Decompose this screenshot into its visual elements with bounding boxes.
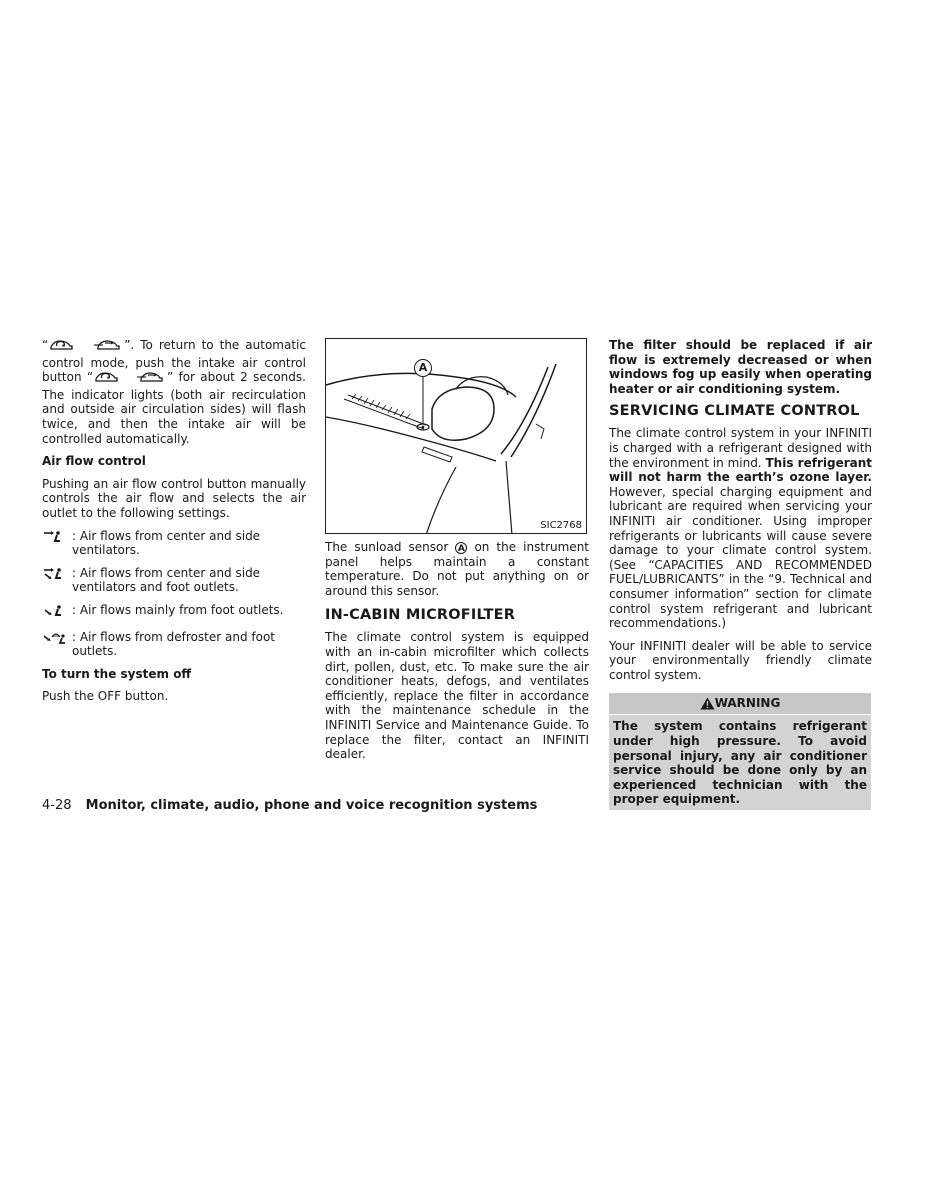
page-number: 4-28 <box>42 798 72 813</box>
intake-paragraph: “ ”. To return to the automatic control mode, push the intake air control button “ ” for about 2 seconds. The indicator lights (both air recirculation and outside air circulation sides) will flash twice, and then the intake air will be controlled automatically. <box>42 338 306 446</box>
callout-label: A <box>414 359 432 377</box>
figure-id: SIC2768 <box>540 520 582 531</box>
vent-face-icon <box>42 529 72 548</box>
column-2 <box>325 338 589 762</box>
microfilter-paragraph: The climate control system is equipped with an in-cabin microfilter which collects dirt, pollen, dust, etc. To make sure the air conditioner heats, defogs, and ventilates efficiently, replace the filter in accordance with the maintenance schedule in the INFINITI Service and Maintenance Guide. To replace the filter, contact an INFINITI dealer. <box>325 630 589 762</box>
outside-air-icon <box>94 338 124 356</box>
airflow-item: : Air flows from center and side ventilators and foot outlets. <box>42 566 306 595</box>
sunload-sensor-figure <box>325 338 587 534</box>
airflow-list <box>42 529 306 659</box>
warning-triangle-icon <box>700 696 715 717</box>
callout-label: A <box>455 542 467 554</box>
servicing-paragraph: The climate control system in your INFINITI is charged with a refrigerant designed with the environment in mind. This refrigerant will not harm the earth’s ozone layer. However, special charging equipment and lubricant are required when servicing your INFINITI air conditioner. Using improper refrigerants or lubricants will cause severe damage to your climate control system. (See “CAPACITIES AND RECOMMENDED FUEL/LUBRICANTS” in the “9. Technical and consumer information” section for climate control system refrigerant and lubricant recommendations.) <box>609 426 873 631</box>
figure-caption: The sunload sensor A on the instrument panel helps maintain a constant temperature. Do not put anything on or around this sensor. <box>325 540 589 598</box>
instrument-panel-illustration <box>326 339 587 534</box>
section-title: IN-CABIN MICROFILTER <box>325 607 516 624</box>
outside-air-icon <box>137 370 167 388</box>
turnoff-heading: To turn the system off <box>42 666 192 681</box>
column-3 <box>609 338 872 810</box>
airflow-heading: Air flow control <box>42 454 146 469</box>
vent-face-foot-icon <box>42 566 72 585</box>
page-footer <box>42 798 537 814</box>
turnoff-text: Push the OFF button. <box>42 689 169 704</box>
recirculation-icon <box>48 338 76 356</box>
column-1 <box>42 338 306 704</box>
warning-text: The system contains refrigerant under high pressure. To avoid personal injury, any air conditioner service should be done only by an experienced technician with the proper equipment. <box>609 714 871 810</box>
footer-section-title: Monitor, climate, audio, phone and voice recognition systems <box>85 798 538 813</box>
section-title: SERVICING CLIMATE CONTROL <box>609 403 860 420</box>
dealer-paragraph: Your INFINITI dealer will be able to service your environmentally friendly climate control system. <box>609 638 872 682</box>
filter-note: The filter should be replaced if air flow is extremely decreased or when windows fog up easily when operating heater or air conditioning system. <box>609 338 872 396</box>
warning-box <box>609 693 871 810</box>
airflow-item: : Air flows from center and side ventilators. <box>42 529 306 558</box>
airflow-item: : Air flows from defroster and foot outlets. <box>42 630 306 659</box>
defrost-foot-icon <box>42 630 72 649</box>
warning-header: WARNING <box>609 693 871 714</box>
airflow-intro: Pushing an air flow control button manually controls the air flow and selects the air outlet to the following settings. <box>42 476 306 520</box>
recirculation-icon <box>93 370 121 388</box>
airflow-item: : Air flows mainly from foot outlets. <box>42 603 306 622</box>
vent-foot-icon <box>42 603 72 622</box>
